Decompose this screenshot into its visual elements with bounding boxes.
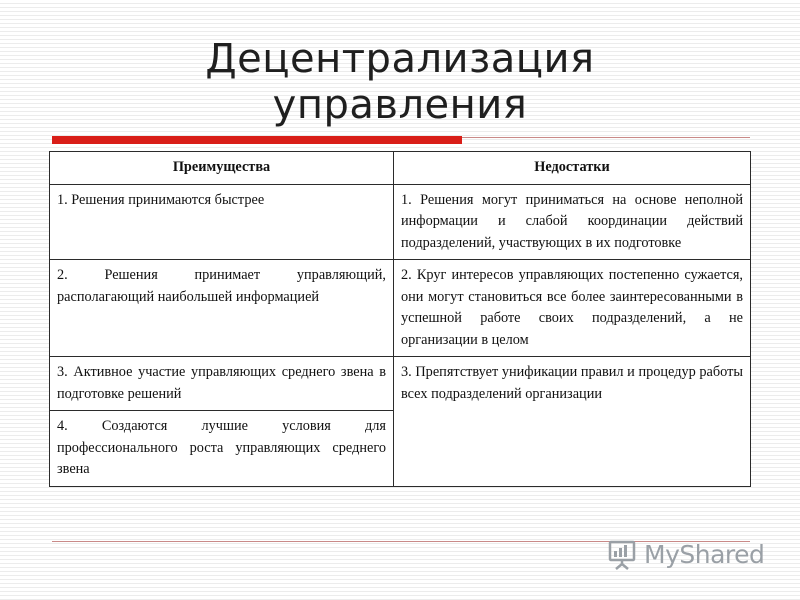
table-row	[50, 357, 751, 411]
advantage-cell: 2. Решения принимает управляющий, располагающий наибольшей информацией	[50, 260, 394, 357]
advantage-cell: 1. Решения принимаются быстрее	[50, 184, 394, 260]
header-disadvantages: Недостатки	[394, 152, 751, 185]
advantage-cell: 3. Активное участие управляющих среднего звена в подготовке решений	[50, 357, 394, 411]
slide-title-line2: управления	[272, 82, 528, 128]
disadvantage-cell: 1. Решения могут приниматься на основе неполной информации и слабой координации действий подразделений, участвующих в их подготовке	[394, 184, 751, 260]
presentation-board-icon	[606, 539, 638, 571]
table-row	[50, 184, 751, 260]
logo-text: MyShared	[644, 540, 765, 569]
disadvantage-cell: 3. Препятствует унификации правил и процедур работы всех подразделений организации	[394, 357, 751, 487]
slide-title	[0, 36, 800, 128]
table-header-row	[50, 152, 751, 185]
disadvantage-cell: 2. Круг интересов управляющих постепенно сужается, они могут становиться все более заинтересованными в успешной работе своих подразделений, а не организации в целом	[394, 260, 751, 357]
advantage-cell: 4. Создаются лучшие условия для профессионального роста управляющих среднего звена	[50, 411, 394, 487]
table-row	[50, 260, 751, 357]
divider-accent	[52, 136, 462, 144]
header-advantages: Преимущества	[50, 152, 394, 185]
myshared-logo	[606, 535, 776, 575]
comparison-table	[49, 151, 751, 487]
slide-title-line1: Децентрализация	[205, 36, 595, 82]
